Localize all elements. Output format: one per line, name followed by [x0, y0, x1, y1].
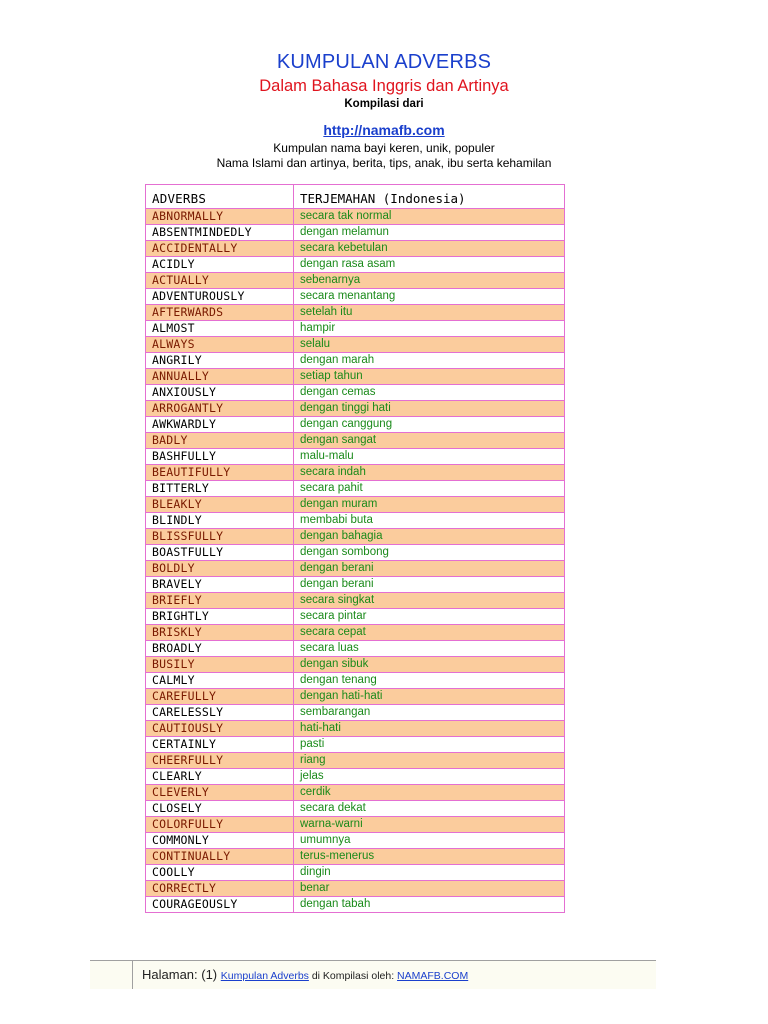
adverb-cell: CALMLY — [146, 673, 294, 689]
translation-cell: sembarangan — [294, 705, 565, 721]
translation-cell: dengan bahagia — [294, 529, 565, 545]
compiled-label: Kompilasi dari — [344, 98, 424, 110]
footer-compiled-text: di Kompilasi oleh: — [311, 970, 395, 982]
translation-cell: warna-warni — [294, 817, 565, 833]
adverb-cell: ANXIOUSLY — [146, 385, 294, 401]
adverb-cell: CONTINUALLY — [146, 849, 294, 865]
translation-cell: secara singkat — [294, 593, 565, 609]
adverb-cell: ABNORMALLY — [146, 209, 294, 225]
table-row — [146, 433, 565, 449]
table-row — [146, 577, 565, 593]
adverb-cell: CERTAINLY — [146, 737, 294, 753]
adverb-cell: ACCIDENTALLY — [146, 241, 294, 257]
translation-cell: secara indah — [294, 465, 565, 481]
adverb-cell: BUSILY — [146, 657, 294, 673]
adverb-cell: ANGRILY — [146, 353, 294, 369]
column-header-translation: TERJEMAHAN (Indonesia) — [294, 185, 565, 209]
adverb-cell: BADLY — [146, 433, 294, 449]
table-row — [146, 753, 565, 769]
table-row — [146, 449, 565, 465]
translation-cell: hati-hati — [294, 721, 565, 737]
table-row — [146, 321, 565, 337]
table-row — [146, 881, 565, 897]
adverb-cell: ACIDLY — [146, 257, 294, 273]
table-row — [146, 273, 565, 289]
site-link[interactable]: http://namafb.com — [323, 122, 445, 138]
footer-text — [142, 967, 468, 982]
table-row — [146, 689, 565, 705]
table-row — [146, 369, 565, 385]
translation-cell: secara pahit — [294, 481, 565, 497]
adverb-cell: BRAVELY — [146, 577, 294, 593]
translation-cell: secara menantang — [294, 289, 565, 305]
adverb-cell: ANNUALLY — [146, 369, 294, 385]
translation-cell: secara kebetulan — [294, 241, 565, 257]
adverb-cell: BRIGHTLY — [146, 609, 294, 625]
adverb-cell: CLEARLY — [146, 769, 294, 785]
translation-cell: dengan tinggi hati — [294, 401, 565, 417]
translation-cell: dengan melamun — [294, 225, 565, 241]
table-row — [146, 833, 565, 849]
adverb-cell: BEAUTIFULLY — [146, 465, 294, 481]
translation-cell: malu-malu — [294, 449, 565, 465]
adverb-cell: ACTUALLY — [146, 273, 294, 289]
translation-cell: dengan sombong — [294, 545, 565, 561]
page-footer — [90, 960, 656, 989]
table-row — [146, 561, 565, 577]
translation-cell: cerdik — [294, 785, 565, 801]
table-row — [146, 897, 565, 913]
adverbs-table — [145, 184, 565, 913]
translation-cell: dingin — [294, 865, 565, 881]
adverb-cell: CHEERFULLY — [146, 753, 294, 769]
table-row — [146, 401, 565, 417]
translation-cell: pasti — [294, 737, 565, 753]
table-row — [146, 353, 565, 369]
adverb-cell: AFTERWARDS — [146, 305, 294, 321]
translation-cell: secara pintar — [294, 609, 565, 625]
table-row — [146, 417, 565, 433]
adverb-cell: CAREFULLY — [146, 689, 294, 705]
translation-cell: dengan rasa asam — [294, 257, 565, 273]
table-row — [146, 593, 565, 609]
adverb-cell: BLINDLY — [146, 513, 294, 529]
description-line-1: Kumpulan nama bayi keren, unik, populer — [273, 141, 495, 155]
adverb-cell: ALWAYS — [146, 337, 294, 353]
table-row — [146, 545, 565, 561]
table-row — [146, 737, 565, 753]
translation-cell: dengan sangat — [294, 433, 565, 449]
translation-cell: umumnya — [294, 833, 565, 849]
table-row — [146, 513, 565, 529]
page-subtitle: Dalam Bahasa Inggris dan Artinya — [259, 77, 509, 95]
translation-cell: hampir — [294, 321, 565, 337]
table-row — [146, 241, 565, 257]
translation-cell: dengan cemas — [294, 385, 565, 401]
translation-cell: membabi buta — [294, 513, 565, 529]
table-row — [146, 625, 565, 641]
translation-cell: secara cepat — [294, 625, 565, 641]
table-row — [146, 225, 565, 241]
table-row — [146, 721, 565, 737]
table-row — [146, 865, 565, 881]
adverb-cell: BROADLY — [146, 641, 294, 657]
adverb-cell: COOLLY — [146, 865, 294, 881]
adverb-cell: CORRECTLY — [146, 881, 294, 897]
table-row — [146, 385, 565, 401]
adverb-cell: ARROGANTLY — [146, 401, 294, 417]
translation-cell: setelah itu — [294, 305, 565, 321]
translation-cell: dengan sibuk — [294, 657, 565, 673]
translation-cell: dengan tenang — [294, 673, 565, 689]
adverb-cell: COMMONLY — [146, 833, 294, 849]
table-row — [146, 817, 565, 833]
translation-cell: secara luas — [294, 641, 565, 657]
adverb-cell: BRIEFLY — [146, 593, 294, 609]
description-line-2: Nama Islami dan artinya, berita, tips, anak, ibu serta kehamilan — [216, 156, 552, 170]
translation-cell: sebenarnya — [294, 273, 565, 289]
adverb-cell: ALMOST — [146, 321, 294, 337]
translation-cell: secara dekat — [294, 801, 565, 817]
footer-link-adverbs[interactable]: Kumpulan Adverbs — [220, 970, 309, 982]
translation-cell: jelas — [294, 769, 565, 785]
translation-cell: dengan canggung — [294, 417, 565, 433]
table-row — [146, 465, 565, 481]
adverb-cell: ADVENTUROUSLY — [146, 289, 294, 305]
adverb-cell: CARELESSLY — [146, 705, 294, 721]
table-row — [146, 289, 565, 305]
table-row — [146, 305, 565, 321]
page-number-label: Halaman: (1) — [142, 967, 218, 982]
adverb-cell: BASHFULLY — [146, 449, 294, 465]
table-row — [146, 641, 565, 657]
translation-cell: selalu — [294, 337, 565, 353]
table-row — [146, 609, 565, 625]
translation-cell: terus-menerus — [294, 849, 565, 865]
adverb-cell: BRISKLY — [146, 625, 294, 641]
column-header-adverbs: ADVERBS — [146, 185, 294, 209]
translation-cell: benar — [294, 881, 565, 897]
translation-cell: dengan berani — [294, 561, 565, 577]
table-row — [146, 529, 565, 545]
adverb-cell: BOASTFULLY — [146, 545, 294, 561]
adverb-cell: COLORFULLY — [146, 817, 294, 833]
page-title: KUMPULAN ADVERBS — [276, 51, 492, 73]
adverb-cell: BOLDLY — [146, 561, 294, 577]
table-row — [146, 849, 565, 865]
footer-divider — [132, 961, 133, 989]
adverb-cell: CAUTIOUSLY — [146, 721, 294, 737]
translation-cell: riang — [294, 753, 565, 769]
adverb-cell: BLISSFULLY — [146, 529, 294, 545]
adverb-cell: BITTERLY — [146, 481, 294, 497]
table-row — [146, 673, 565, 689]
translation-cell: dengan berani — [294, 577, 565, 593]
table-row — [146, 769, 565, 785]
translation-cell: dengan muram — [294, 497, 565, 513]
table-row — [146, 801, 565, 817]
table-row — [146, 705, 565, 721]
adverb-cell: BLEAKLY — [146, 497, 294, 513]
translation-cell: dengan tabah — [294, 897, 565, 913]
adverb-cell: CLEVERLY — [146, 785, 294, 801]
table-row — [146, 481, 565, 497]
table-header-row — [146, 185, 565, 209]
table-row — [146, 657, 565, 673]
table-row — [146, 785, 565, 801]
table-row — [146, 337, 565, 353]
adverb-cell: COURAGEOUSLY — [146, 897, 294, 913]
table-row — [146, 257, 565, 273]
adverb-cell: AWKWARDLY — [146, 417, 294, 433]
adverb-cell: ABSENTMINDEDLY — [146, 225, 294, 241]
table-row — [146, 209, 565, 225]
translation-cell: secara tak normal — [294, 209, 565, 225]
translation-cell: dengan hati-hati — [294, 689, 565, 705]
table-row — [146, 497, 565, 513]
footer-link-namafb[interactable]: NAMAFB.COM — [397, 970, 469, 982]
document-header — [0, 50, 768, 171]
translation-cell: dengan marah — [294, 353, 565, 369]
adverb-cell: CLOSELY — [146, 801, 294, 817]
translation-cell: setiap tahun — [294, 369, 565, 385]
